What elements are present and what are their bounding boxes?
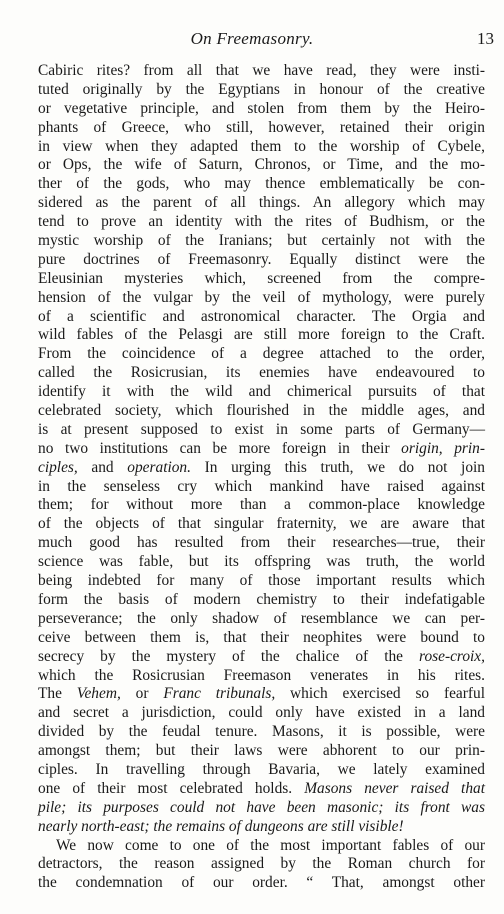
text-segment: them; for without more than a common-place knowledge — [38, 496, 485, 514]
text-segment: secrecy by the mystery of the chalice of the — [38, 647, 420, 665]
text-line — [38, 667, 485, 686]
text-segment: detractors, the reason assigned by the Roman church for — [38, 855, 485, 873]
text-line — [38, 648, 485, 667]
text-line — [38, 761, 485, 780]
text-segment: pure doctrines of Freemasonry. Equally distinct were the — [38, 250, 485, 268]
text-line — [38, 345, 485, 364]
text-line — [38, 440, 485, 459]
text-segment: the condemnation of our order. “ That, amongst other — [38, 874, 485, 892]
italic-text-segment: origin, prin- — [401, 439, 485, 457]
text-segment: science was fable, but its offspring was truth, the world — [38, 553, 485, 571]
page-number: 13 — [477, 29, 494, 48]
text-segment: no two institutions can be more foreign in their — [38, 439, 402, 457]
text-line — [38, 175, 485, 194]
text-segment: of a scientific and astronomical character. The Orgia and — [38, 307, 485, 325]
text-segment: one of their most celebrated holds. — [38, 779, 305, 797]
text-segment: called the Rosicrusian, its enemies have endeavoured to — [38, 364, 485, 382]
text-segment: which the Rosicrusian Freemason venerates in his rites. — [38, 666, 485, 684]
italic-text-segment: operation. — [127, 458, 191, 476]
text-line — [38, 478, 485, 497]
text-line — [38, 459, 485, 478]
text-line — [38, 874, 485, 893]
text-segment: identify it with the wild and chimerical pursuits of that — [38, 383, 485, 401]
running-head — [0, 29, 504, 53]
text-segment: From the coincidence of a degree attached to the order, — [38, 345, 485, 363]
text-segment: Cabiric rites? from all that we have read, they were insti- — [38, 62, 485, 79]
text-segment: tend to prove an identity with the rites of Budhism, or the — [38, 213, 485, 231]
text-line — [38, 629, 485, 648]
text-segment: much good has resulted from their researches—true, their — [38, 534, 485, 552]
text-segment: sidered as the parent of all things. An allegory which may — [38, 194, 485, 212]
text-line — [38, 81, 485, 100]
text-segment: In urging this truth, we do not join — [190, 458, 486, 476]
text-line — [38, 326, 485, 345]
text-segment: We now come to one of the most important fables of our — [56, 836, 485, 854]
text-line — [38, 119, 485, 138]
text-segment: tuted originally by the Egyptians in honour of the creative — [38, 80, 485, 98]
italic-text-segment: pile; its purposes could not have been masonic; its front was — [38, 798, 485, 816]
text-line — [38, 685, 485, 704]
text-segment: ther of the gods, who may thence emblematically be con- — [38, 175, 485, 193]
text-segment: being indebted for many of those important results which — [38, 572, 485, 590]
text-segment: ceive between them is, that their neophites were bound to — [38, 628, 485, 646]
text-line — [38, 723, 485, 742]
text-segment: phants of Greece, who still, however, retained their origin — [38, 118, 485, 136]
text-segment: wild fables of the Pelasgi are still more foreign to the Craft. — [38, 326, 485, 344]
text-line — [38, 496, 485, 515]
running-title: On Freemasonry. — [190, 29, 314, 48]
text-line — [38, 515, 485, 534]
text-line — [38, 251, 485, 270]
text-line — [38, 837, 485, 856]
text-segment: The — [38, 685, 77, 703]
text-line — [38, 383, 485, 402]
italic-text-segment: ciples, — [38, 458, 78, 476]
text-segment: and secret a jurisdiction, could only have existed in a land — [38, 704, 485, 722]
text-segment: celebrated society, which flourished in the middle ages, and — [38, 402, 485, 420]
text-segment: perseverance; the only shadow of resemblance we can per- — [38, 609, 485, 627]
text-segment: and — [77, 458, 128, 476]
text-segment: or vegetative principle, and stolen from them by the Heiro- — [38, 99, 485, 117]
text-line — [38, 402, 485, 421]
text-line — [38, 308, 485, 327]
text-line — [38, 780, 485, 799]
text-line — [38, 156, 485, 175]
text-line — [38, 138, 485, 157]
text-line — [38, 742, 485, 761]
text-line — [38, 855, 485, 874]
text-segment: hension of the vulgar by the veil of mythology, were purely — [38, 288, 485, 306]
text-line — [38, 213, 485, 232]
text-line — [38, 364, 485, 383]
italic-text-segment: rose-croix, — [419, 647, 485, 665]
text-line — [38, 704, 485, 723]
text-segment: in the senseless cry which mankind have raised against — [38, 477, 485, 495]
italic-text-segment: Masons never raised that — [304, 779, 486, 797]
text-line — [38, 591, 485, 610]
text-segment: divided by the feudal tenure. Masons, it is possible, were — [38, 723, 485, 741]
text-line — [38, 270, 485, 289]
text-line — [38, 610, 485, 629]
italic-text-segment: Franc tribunals, — [163, 685, 276, 703]
text-segment: mystic worship of the Iranians; but certainly not with the — [38, 232, 485, 250]
text-line — [38, 194, 485, 213]
text-segment: is at present supposed to exist in some parts of Germany— — [38, 420, 485, 438]
body-text — [38, 62, 485, 893]
text-segment: form the basis of modern chemistry to their indefatigable — [38, 590, 485, 608]
text-line — [38, 818, 485, 837]
text-segment: amongst them; but their laws were abhorent to our prin- — [38, 742, 485, 760]
text-line — [38, 534, 485, 553]
text-line — [38, 553, 485, 572]
italic-text-segment: Vehem, — [76, 685, 121, 703]
text-line — [38, 62, 485, 81]
text-line — [38, 421, 485, 440]
text-segment: Eleusinian mysteries which, screened from the compre- — [38, 269, 485, 287]
text-line — [38, 289, 485, 308]
text-segment: ciples. In travelling through Bavaria, we lately examined — [38, 760, 485, 778]
text-line — [38, 232, 485, 251]
text-segment: of the objects of that singular fraternity, we are aware that — [38, 515, 485, 533]
text-line — [38, 572, 485, 591]
text-line — [38, 799, 485, 818]
italic-text-segment: nearly north-east; the remains of dungeons are still visible! — [38, 817, 404, 835]
text-line — [38, 100, 485, 119]
text-segment: in view when they adapted them to the worship of Cybele, — [38, 137, 485, 155]
text-segment: which exercised so fearful — [275, 685, 485, 703]
text-segment: or Ops, the wife of Saturn, Chronos, or Time, and the mo- — [38, 156, 485, 174]
text-segment: or — [120, 685, 164, 703]
